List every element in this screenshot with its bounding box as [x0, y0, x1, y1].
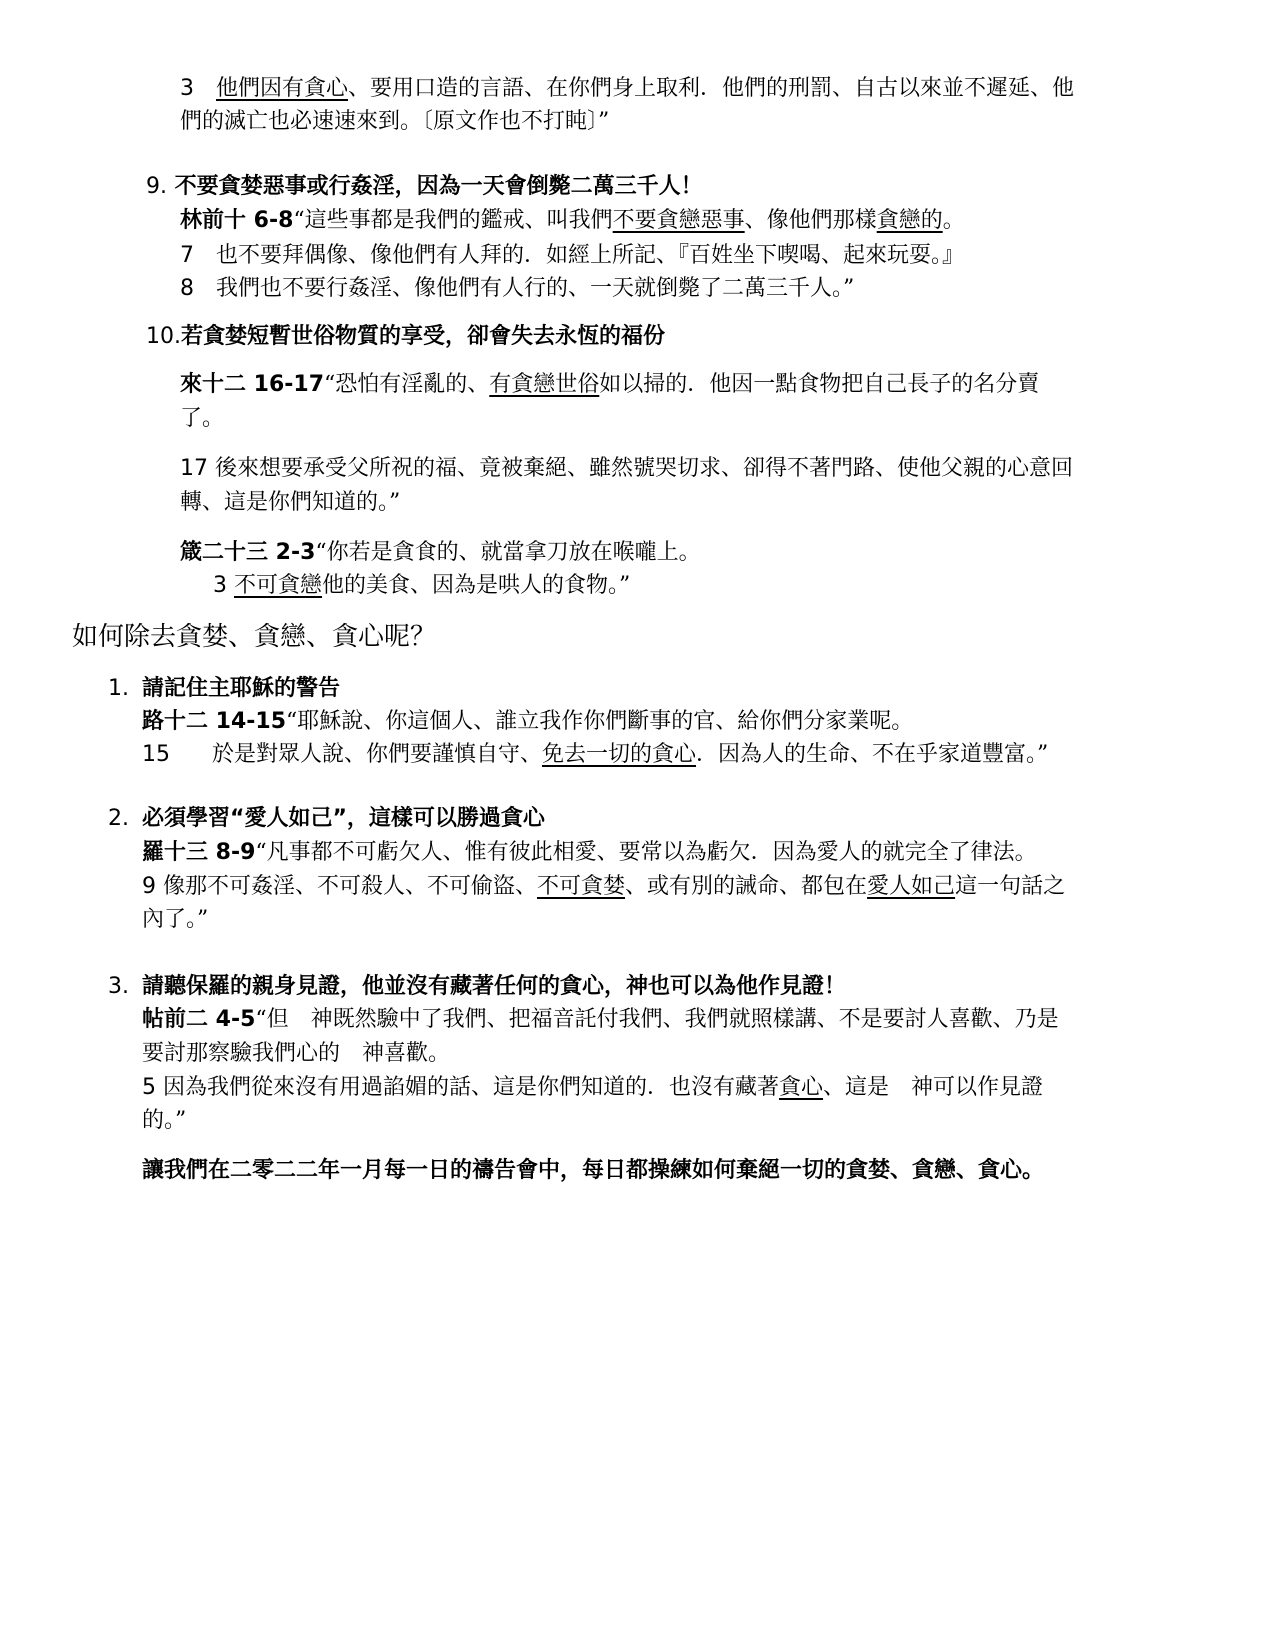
verse-2pet-3-cont: [180, 105, 609, 139]
scripture-reference: 來十二 16-17: [180, 372, 325, 397]
verse-text: “這些事都是我們的鑑戒、叫我們: [293, 208, 613, 233]
item-10-prov-2: [180, 536, 701, 570]
heading-text: 請聽保羅的親身見證，他並沒有藏著任何的貪心，神也可以為他作見證！: [142, 974, 847, 999]
item-9-verse-8: [180, 272, 854, 306]
verse-text: 了。: [180, 406, 225, 431]
item-9-verse-6: [180, 204, 965, 238]
verse-text: 的。”: [142, 1108, 187, 1133]
verse-text: 轉、這是你們知道的。”: [180, 490, 401, 515]
verse-text: 因為我們從來沒有用過諂媚的話、這是你們知道的．也沒有藏著: [163, 1075, 780, 1100]
scripture-reference: 林前十 6-8: [180, 208, 294, 233]
verse-text: 也不要拜偶像、像他們有人拜的．如經上所記、『百姓坐下喫喝、起來玩耍。』: [216, 243, 965, 268]
point-3-thess-5-cont: [142, 1104, 186, 1138]
item-number: 2.: [108, 806, 129, 831]
verse-text: 像那不可姦淫、不可殺人、不可偷盜、: [163, 874, 538, 899]
verse-number: 5: [142, 1075, 156, 1100]
closing-exhortation: 讓我們在二零二二年一月每一日的禱告會中，每日都操練如何棄絕一切的貪婪、貪戀、貪心。: [142, 1158, 1045, 1183]
verse-number: 3: [213, 573, 227, 598]
verse-text: 。: [942, 208, 965, 233]
point-1-heading: [108, 672, 340, 706]
verse-number: 3: [180, 76, 194, 101]
verse-text: 、像他們那樣: [744, 208, 877, 233]
verse-text: 後來想要承受父所祝的福、竟被棄絕、雖然號哭切求、卻得不著門路、使他父親的心意回: [215, 456, 1074, 481]
verse-text: 、或有別的誡命、都包在: [625, 874, 868, 899]
underlined-text: 貪戀的: [876, 208, 943, 233]
scripture-reference: 箴二十三 2-3: [180, 540, 316, 565]
point-2-rom-9: [142, 870, 1065, 904]
verse-text: “但 神既然驗中了我們、把福音託付我們、我們就照樣講、不是要討人喜歡、乃是: [255, 1007, 1059, 1032]
verse-text: “耶穌說、你這個人、誰立我作你們斷事的官、給你們分家業呢。: [286, 709, 914, 734]
verse-text: 內了。”: [142, 907, 209, 932]
verse-text: 如以掃的．他因一點食物把自己長子的名分賣: [599, 372, 1040, 397]
heading-text: 請記住主耶穌的警告: [142, 676, 341, 701]
verse-number: 15: [142, 742, 170, 767]
heading-text: 不要貪婪惡事或行姦淫，因為一天會倒斃二萬三千人！: [174, 174, 703, 199]
item-number: 3.: [108, 974, 129, 999]
verse-text: 他的美食、因為是哄人的食物。”: [322, 573, 631, 598]
verse-text: 要討那察驗我們心的 神喜歡。: [142, 1041, 451, 1066]
point-1-luke-15: [142, 738, 1048, 772]
verse-text: “凡事都不可虧欠人、惟有彼此相愛、要常以為虧欠．因為愛人的就完全了律法。: [255, 840, 1037, 865]
point-1-luke-14: [142, 705, 913, 739]
scripture-reference: 帖前二 4-5: [142, 1007, 256, 1032]
verse-text: 於是對眾人說、你們要謹慎自守、: [212, 742, 543, 767]
verse-number: 7: [180, 243, 194, 268]
scripture-reference: 路十二 14-15: [142, 709, 287, 734]
underlined-text: 愛人如己: [867, 874, 956, 899]
point-3-heading: [108, 970, 846, 1004]
verse-text: “恐怕有淫亂的、: [324, 372, 490, 397]
item-10-heading: [146, 320, 665, 354]
heading-text: 若貪婪短暫世俗物質的享受，卻會失去永恆的福份: [181, 324, 666, 349]
verse-text: 們的滅亡也必速速來到。〔原文作也不打盹〕”: [180, 109, 610, 134]
verse-text: 、這是 神可以作見證: [823, 1075, 1044, 1100]
verse-text: 這一句話之: [955, 874, 1066, 899]
underlined-text: 免去一切的貪心: [542, 742, 697, 767]
verse-text: 我們也不要行姦淫、像他們有人行的、一天就倒斃了二萬三千人。”: [216, 276, 855, 301]
underlined-text: 有貪戀世俗: [489, 372, 600, 397]
point-2-heading: [108, 802, 545, 836]
verse-number: 8: [180, 276, 194, 301]
item-9-heading: [146, 170, 703, 204]
point-3-thess-5: [142, 1071, 1043, 1105]
underlined-text: 不可貪戀: [234, 573, 323, 598]
verse-number: 9: [142, 874, 156, 899]
verse-text: 、要用口造的言語、在你們身上取利．他們的刑罰、自古以來並不遲延、他: [348, 76, 1075, 101]
underlined-text: 不可貪婪: [537, 874, 626, 899]
item-9-verse-7: [180, 239, 964, 273]
item-10-heb-17-cont: [180, 486, 400, 520]
heading-text: 必須學習“愛人如己”，這樣可以勝過貪心: [142, 806, 545, 831]
item-number: 9.: [146, 174, 167, 199]
point-2-rom-9-cont: [142, 903, 208, 937]
item-10-heb-17: [180, 452, 1073, 486]
point-2-rom-8: [142, 836, 1037, 870]
item-number: 10.: [146, 324, 181, 349]
item-10-heb-16: [180, 368, 1039, 402]
verse-2pet-3: [180, 72, 1074, 106]
point-3-thess-4: [142, 1003, 1059, 1037]
verse-number: 17: [180, 456, 208, 481]
item-number: 1.: [108, 676, 129, 701]
underlined-text: 不要貪戀惡事: [612, 208, 745, 233]
item-10-heb-16-cont: [180, 402, 224, 436]
verse-text: ．因為人的生命、不在乎家道豐富。”: [696, 742, 1049, 767]
underlined-text: 貪心: [779, 1075, 824, 1100]
section-title: 如何除去貪婪、貪戀、貪心呢？: [72, 622, 437, 652]
point-3-thess-4-cont: [142, 1037, 450, 1071]
underlined-text: 他們因有貪心: [216, 76, 349, 101]
scripture-reference: 羅十三 8-9: [142, 840, 256, 865]
verse-text: “你若是貪食的、就當拿刀放在喉嚨上。: [315, 540, 701, 565]
item-10-prov-3: [213, 569, 630, 603]
